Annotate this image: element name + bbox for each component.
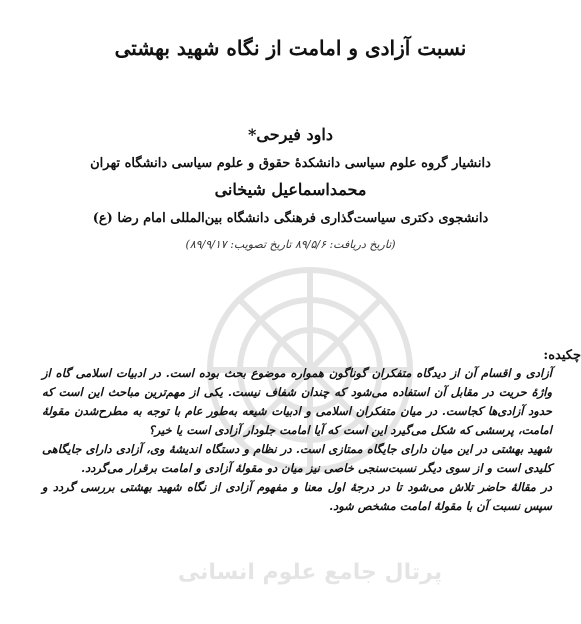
author-name: محمداسماعیل شیخانی (214, 180, 367, 199)
submission-dates: (تاریخ دریافت: ۸۹/۵/۶ تاریخ تصویب: ۸۹/۹/۱۷) (185, 238, 396, 251)
author-affiliation: دانشیار گروه علوم سیاسی دانشکدهٔ حقوق و علوم سیاسی دانشگاه تهران (90, 156, 491, 171)
abstract-paragraph: آزادی و اقسام آن از دیدگاه متفکران گوناگون همواره موضوع بحث بوده است. در ادبیات اسلامی گاه از واژهٔ حریت در مقابل آن استفاده می‌شود که چندان شفاف نیست. یکی از مهم‌ترین مباحث این است که حدود آزادی‌ها کجاست. در میان متفکران اسلامی و ادبیات شیعه به‌طور عام با توجه به مطرح‌شدن مقولهٔ امامت، پرسشی که شکل می‌گیرد این است که آیا امامت جلودار آزادی است یا خیر؟ (42, 366, 552, 437)
watermark-text: پرتال جامع علوم انسانی (177, 560, 443, 585)
abstract-body (42, 364, 552, 516)
abstract-paragraph: در مقالهٔ حاضر تلاش می‌شود تا در درجهٔ اول معنا و مفهوم آزادی از نگاه شهید بهشتی بررسی گردد و سپس نسبت آن با مقولهٔ امامت مشخص شود. (42, 480, 552, 513)
abstract-label: چکیده: (543, 348, 581, 363)
author-name: داود فیرحی* (248, 125, 333, 144)
abstract-paragraph: شهید بهشتی در این میان دارای جایگاه ممتازی است. در نظام و دستگاه اندیشهٔ وی، آزادی دارای جایگاهی کلیدی است و از سوی دیگر نسبت‌سنجی خاصی نیز میان دو مقولهٔ آزادی و امامت برقرار می‌گردد. (42, 442, 552, 475)
paper-title: نسبت آزادی و امامت از نگاه شهید بهشتی (114, 36, 467, 60)
author-affiliation: دانشجوی دکتری سیاست‌گذاری فرهنگی دانشگاه بین‌المللی امام رضا (ع) (92, 211, 489, 226)
